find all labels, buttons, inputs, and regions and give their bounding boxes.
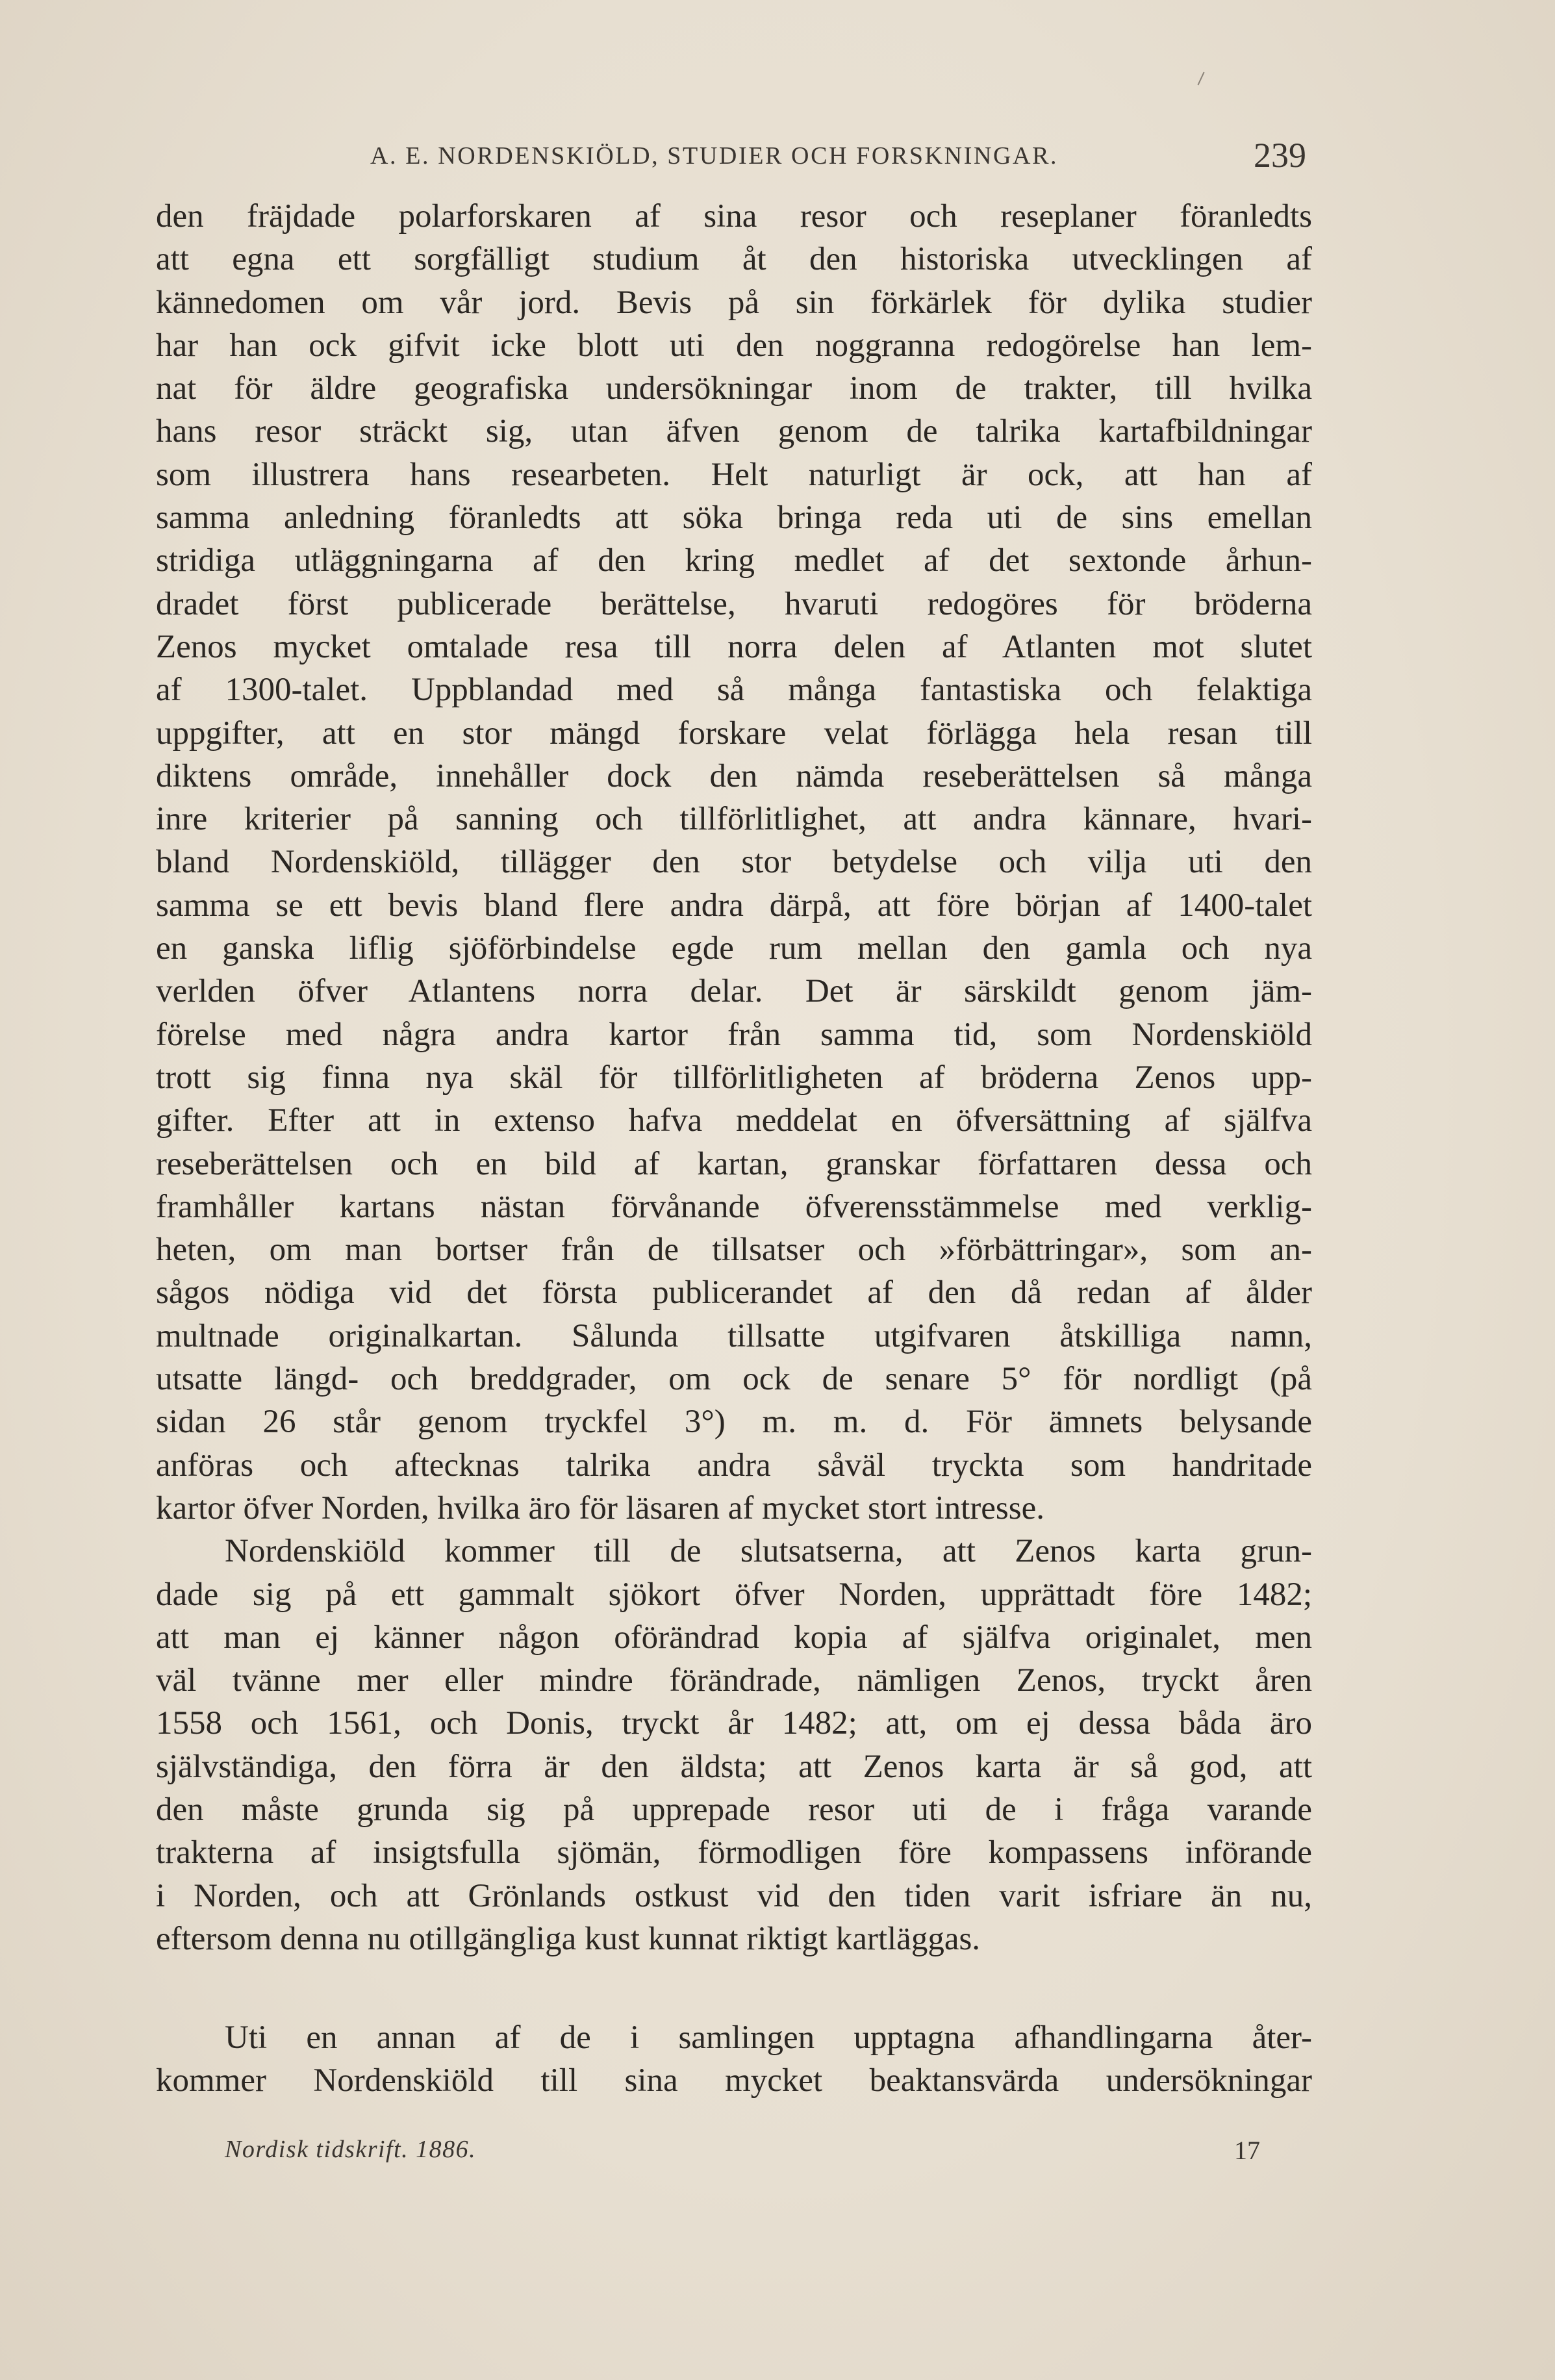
page-number: 239	[1254, 136, 1306, 175]
text-line: nat för äldre geografiska undersökningar inom de trakter, till hvilka	[156, 370, 1312, 407]
body-text	[156, 195, 1312, 2103]
text-line: trakterna af insigtsfulla sjömän, förmodligen före kompassens införande	[156, 1834, 1312, 1871]
text-line: att man ej känner någon oförändrad kopia af själfva originalet, men	[156, 1619, 1312, 1656]
text-line: gifter. Efter att in extenso hafva meddelat en öfversättning af själfva	[156, 1102, 1312, 1139]
text-line: att egna ett sorgfälligt studium åt den historiska utvecklingen af	[156, 241, 1312, 278]
text-line: multnade originalkartan. Sålunda tillsatte utgifvaren åtskilliga namn,	[156, 1317, 1312, 1354]
text-line: heten, om man bortser från de tillsatser och »förbättringar», som an-	[156, 1232, 1312, 1269]
sheet-number: 17	[1234, 2136, 1260, 2165]
text-line: reseberättelsen och en bild af kartan, granskar författaren dessa och	[156, 1145, 1312, 1182]
text-line: verlden öfver Atlantens norra delar. Det är särskildt genom jäm-	[156, 973, 1312, 1010]
text-line: sidan 26 står genom tryckfel 3°) m. m. d. För ämnets belysande	[156, 1404, 1312, 1441]
text-line: har han ock gifvit icke blott uti den noggranna redogörelse han lem-	[156, 327, 1312, 364]
text-line: kartor öfver Norden, hvilka äro för läsaren af mycket stort intresse.	[156, 1489, 1044, 1526]
stray-pencil-mark	[1197, 72, 1204, 86]
text-line: den måste grunda sig på upprepade resor uti de i fråga varande	[156, 1791, 1312, 1828]
text-line: utsatte längd- och breddgrader, om ock de senare 5° för nordligt (på	[156, 1361, 1312, 1398]
text-line: uppgifter, att en stor mängd forskare velat förlägga hela resan till	[156, 715, 1312, 752]
section-gap	[156, 1960, 1312, 2016]
text-line: inre kriterier på sanning och tillförlitlighet, att andra kännare, hvari-	[156, 801, 1312, 838]
text-line: stridiga utläggningarna af den kring medlet af det sextonde århun-	[156, 542, 1312, 579]
text-line: dradet först publicerade berättelse, hvaruti redogöres för bröderna	[156, 585, 1312, 622]
text-line: diktens område, innehåller dock den nämda reseberättelsen så många	[156, 757, 1312, 794]
printer-signature: Nordisk tidskrift. 1886.	[225, 2136, 477, 2163]
paragraph	[156, 195, 1312, 1530]
text-line: anföras och aftecknas talrika andra såväl tryckta som handritade	[156, 1447, 1312, 1484]
page-footer	[0, 2135, 1555, 2174]
paragraph	[156, 2016, 1312, 2103]
text-line: självständiga, den förra är den äldsta; att Zenos karta är så god, att	[156, 1748, 1312, 1785]
text-line: framhåller kartans nästan förvånande öfverensstämmelse med verklig-	[156, 1188, 1312, 1225]
text-line: en ganska liflig sjöförbindelse egde rum mellan den gamla och nya	[156, 930, 1312, 967]
running-head: A. E. NORDENSKIÖLD, STUDIER OCH FORSKNINGAR.	[370, 142, 1059, 170]
text-line: af 1300-talet. Uppblandad med så många fantastiska och felaktiga	[156, 672, 1312, 709]
text-line: Nordenskiöld kommer till de slutsatserna, att Zenos karta grun-	[225, 1533, 1312, 1570]
text-line: förelse med några andra kartor från samma tid, som Nordenskiöld	[156, 1016, 1312, 1053]
text-line: dade sig på ett gammalt sjökort öfver Norden, upprättadt före 1482;	[156, 1576, 1312, 1613]
text-line: i Norden, och att Grönlands ostkust vid den tiden varit isfriare än nu,	[156, 1877, 1312, 1914]
text-line: bland Nordenskiöld, tillägger den stor betydelse och vilja uti den	[156, 844, 1312, 881]
text-line: kommer Nordenskiöld till sina mycket beaktansvärda undersökningar	[156, 2062, 1312, 2099]
text-line: sågos nödiga vid det första publicerandet af den då redan af ålder	[156, 1274, 1312, 1311]
text-line: trott sig finna nya skäl för tillförlitligheten af bröderna Zenos upp-	[156, 1059, 1312, 1096]
text-line: hans resor sträckt sig, utan äfven genom de talrika kartafbildningar	[156, 413, 1312, 450]
text-line: samma se ett bevis bland flere andra därpå, att före början af 1400-talet	[156, 887, 1312, 924]
paragraph	[156, 1530, 1312, 1960]
text-line: som illustrera hans researbeten. Helt naturligt är ock, att han af	[156, 456, 1312, 493]
text-line: Zenos mycket omtalade resa till norra delen af Atlanten mot slutet	[156, 628, 1312, 665]
text-line: 1558 och 1561, och Donis, tryckt år 1482; att, om ej dessa båda äro	[156, 1705, 1312, 1742]
text-line: Uti en annan af de i samlingen upptagna afhandlingarna åter-	[225, 2019, 1312, 2057]
text-line: väl tvänne mer eller mindre förändrade, nämligen Zenos, tryckt åren	[156, 1662, 1312, 1699]
text-line: eftersom denna nu otillgängliga kust kunnat riktigt kartläggas.	[156, 1920, 981, 1957]
text-line: kännedomen om vår jord. Bevis på sin förkärlek för dylika studier	[156, 284, 1312, 321]
text-line: samma anledning föranledts att söka bringa reda uti de sins emellan	[156, 500, 1312, 537]
page-header	[0, 136, 1555, 181]
text-line: den fräjdade polarforskaren af sina resor och reseplaner föranledts	[156, 198, 1312, 234]
